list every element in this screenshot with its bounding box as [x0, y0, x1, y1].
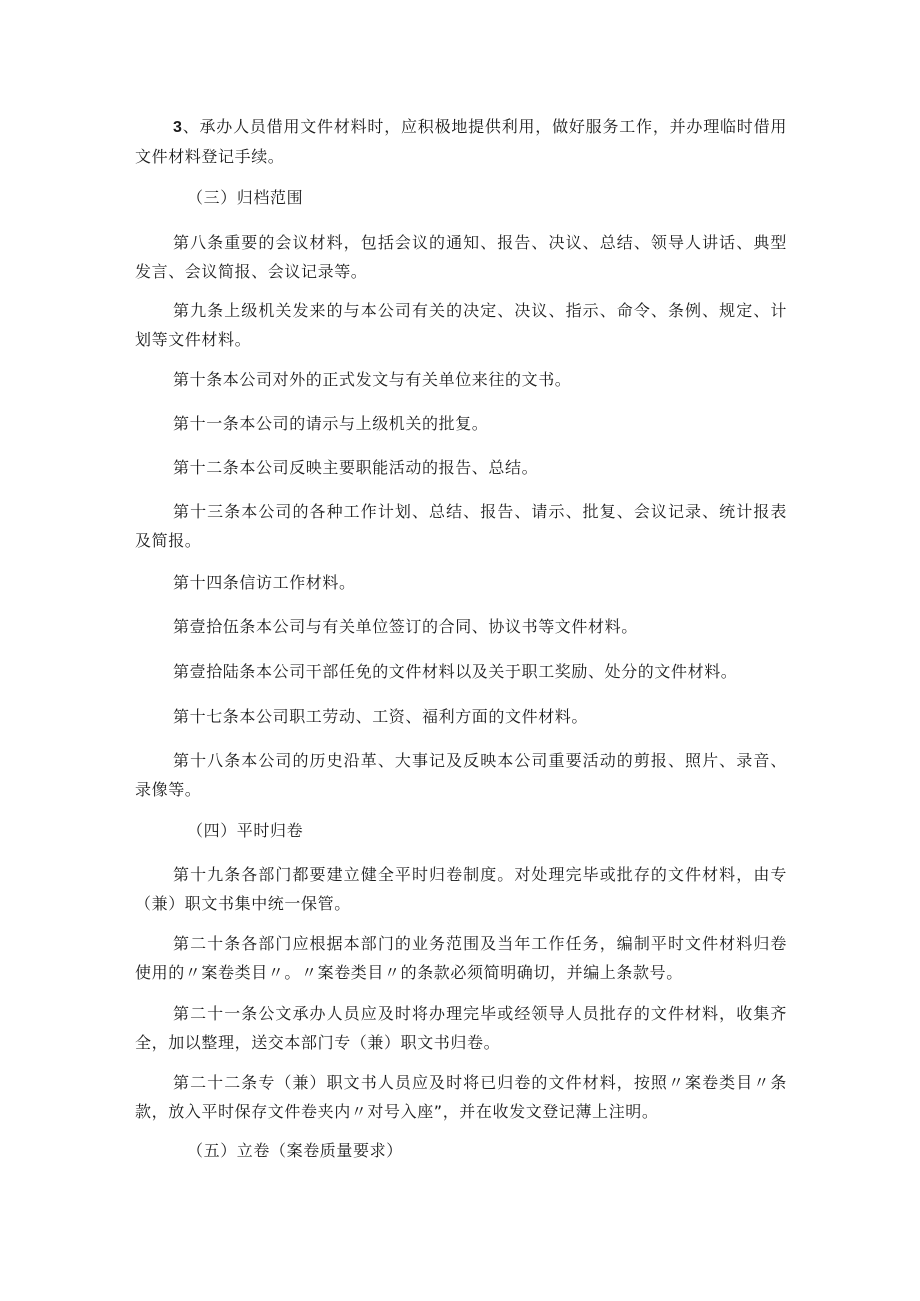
- article-14: 第十四条信访工作材料。: [173, 573, 356, 592]
- article-11: 第十一条本公司的请示与上级机关的批复。: [173, 414, 489, 433]
- section-heading-file-building: （五）立卷（案卷质量要求）: [187, 1141, 403, 1160]
- article-17: 第十七条本公司职工劳动、工资、福利方面的文件材料。: [173, 707, 589, 726]
- article-8: 第八条重要的会议材料，包括会议的通知、报告、决议、总结、领导人讲话、典型发言、会议简报、会议记录等。: [135, 233, 787, 281]
- article-20: 第二十条各部门应根据本部门的业务范围及当年工作任务，编制平时文件材料归卷使用的〃案卷类目〃。〃案卷类目〃的条款必须简明确切，并编上条款号。: [135, 934, 787, 982]
- item-number: 3: [173, 119, 183, 136]
- paragraph-text: 、承办人员借用文件材料时，应积极地提供利用，做好服务工作，并办理临时借用文件材料登记手续。: [135, 117, 787, 166]
- article-16: 第壹拾陆条本公司干部任免的文件材料以及关于职工奖励、处分的文件材料。: [173, 662, 738, 681]
- article-12: 第十二条本公司反映主要职能活动的报告、总结。: [173, 458, 539, 477]
- article-10: 第十条本公司对外的正式发文与有关单位来往的文书。: [173, 370, 572, 389]
- article-22: 第二十二条专（兼）职文书人员应及时将已归卷的文件材料，按照〃案卷类目〃条款，放入平时保存文件卷夹内〃对号入座”，并在收发文登记薄上注明。: [135, 1073, 787, 1121]
- article-13: 第十三条本公司的各种工作计划、总结、报告、请示、批复、会议记录、统计报表及简报。: [135, 502, 787, 550]
- article-15: 第壹拾伍条本公司与有关单位签订的合同、协议书等文件材料。: [173, 617, 638, 636]
- section-heading-archiving-scope: （三）归档范围: [187, 188, 304, 207]
- article-19: 第十九条各部门都要建立健全平时归卷制度。对处理完毕或批存的文件材料，由专（兼）职文书集中统一保管。: [135, 865, 787, 913]
- section-heading-regular-filing: （四）平时归卷: [187, 821, 304, 840]
- paragraph-borrowing: [135, 112, 787, 171]
- article-21: 第二十一条公文承办人员应及时将办理完毕或经领导人员批存的文件材料，收集齐全，加以整理，送交本部门专（兼）职文书归卷。: [135, 1004, 787, 1052]
- article-9: 第九条上级机关发来的与本公司有关的决定、决议、指示、命令、条例、规定、计划等文件材料。: [135, 301, 787, 349]
- article-18: 第十八条本公司的历史沿革、大事记及反映本公司重要活动的剪报、照片、录音、录像等。: [135, 751, 787, 799]
